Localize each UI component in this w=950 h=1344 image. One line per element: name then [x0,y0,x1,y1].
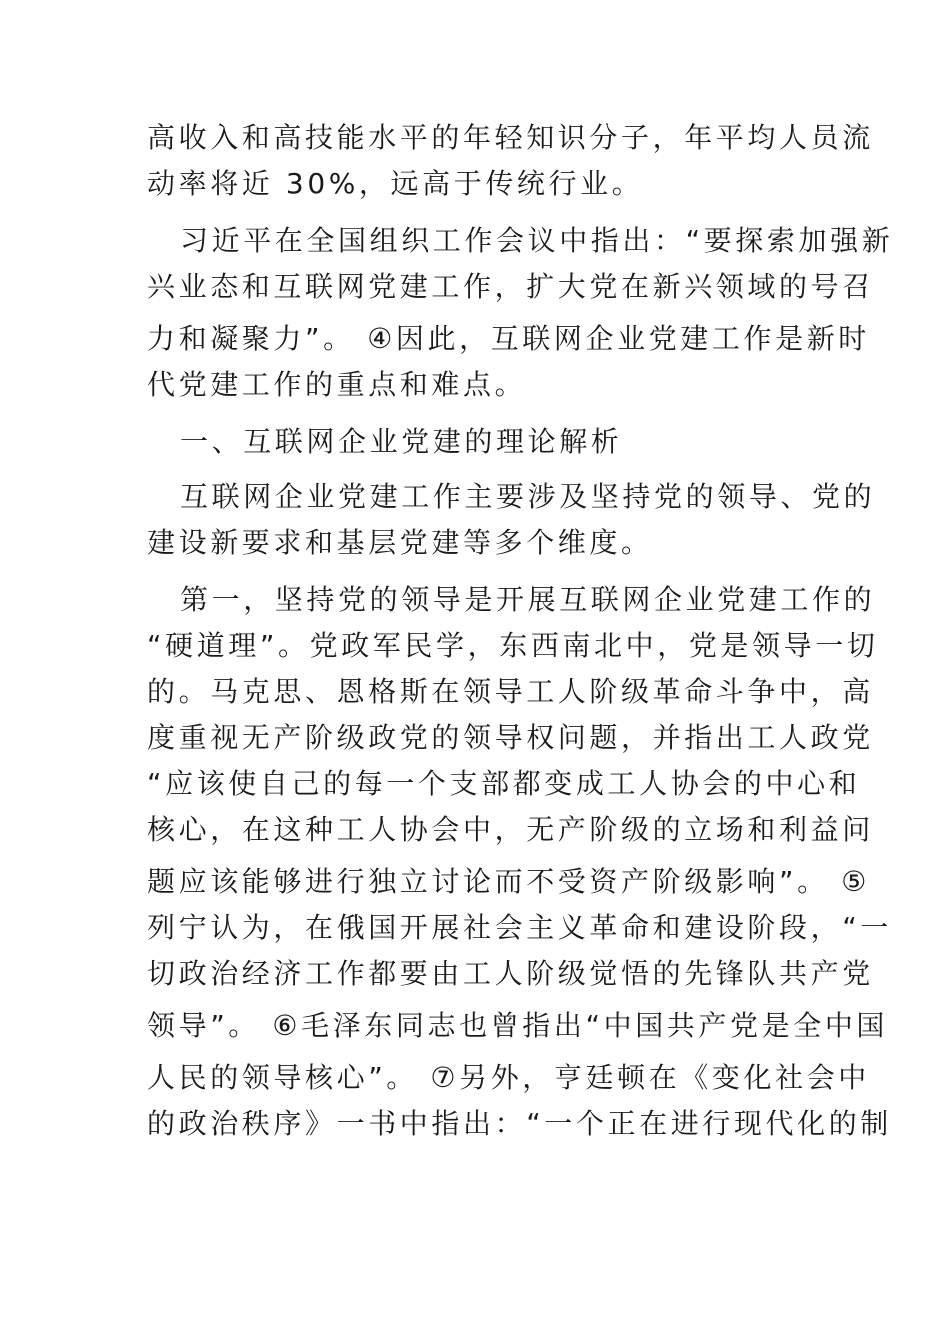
text-line: 人民的领导核心”。 ⑦另外，亨廷顿在《变化社会中 [147,1061,870,1094]
paragraph-first-line: 习近平在全国组织工作会议中指出：“要探索加强新 [180,224,894,257]
text-line: 领导”。 ⑥毛泽东同志也曾指出“中国共产党是全中国 [147,1009,889,1042]
text-line: 动率将近 30%，远高于传统行业。 [147,167,644,200]
text-line: 列宁认为，在俄国开展社会主义革命和建设阶段，“一 [147,911,892,944]
paragraph-first-line: 第一，坚持党的领导是开展互联网企业党建工作的 [180,583,876,616]
text-line: 度重视无产阶级政党的领导权问题，并指出工人政党 [147,721,874,754]
text-line: “硬道理”。党政军民学，东西南北中，党是领导一切 [147,629,879,662]
text-line: 力和凝聚力”。 ④因此，互联网企业党建工作是新时 [147,322,870,355]
text-line: 的政治秩序》一书中指出：“一个正在进行现代化的制 [147,1107,892,1140]
text-line: 代党建工作的重点和难点。 [147,368,527,401]
text-line: 高收入和高技能水平的年轻知识分子，年平均人员流 [147,121,874,154]
paragraph-first-line: 互联网企业党建工作主要涉及坚持党的领导、党的 [180,480,876,513]
text-line: 切政治经济工作都要由工人阶级觉悟的先锋队共产党 [147,957,874,990]
text-line: 的。马克思、恩格斯在领导工人阶级革命斗争中，高 [147,675,874,708]
text-line: “应该使自己的每一个支部都变成工人协会的中心和 [147,767,861,800]
text-line: 题应该能够进行独立讨论而不受资产阶级影响”。 ⑤ [147,865,870,898]
text-line: 核心，在这种工人协会中，无产阶级的立场和利益问 [147,813,874,846]
text-line: 建设新要求和基层党建等多个维度。 [147,526,653,559]
text-line: 兴业态和互联网党建工作，扩大党在新兴领域的号召 [147,270,874,303]
section-heading: 一、互联网企业党建的理论解析 [180,425,623,458]
